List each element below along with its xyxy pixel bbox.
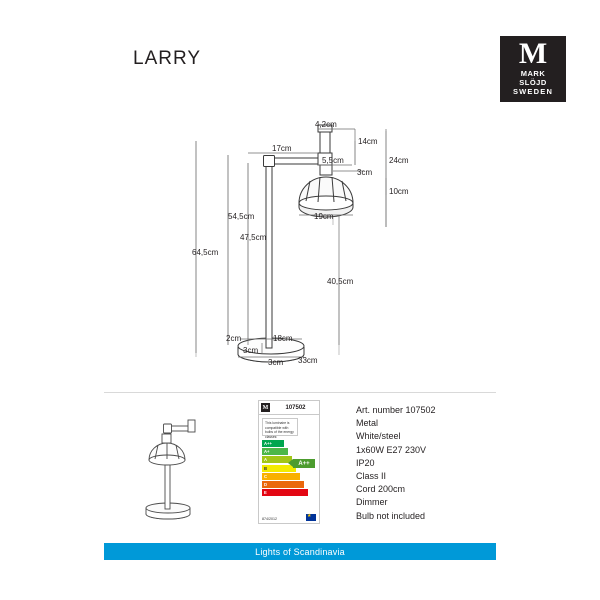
dim-17cm: 17cm	[272, 144, 292, 153]
dim-3cm-b: 3cm	[243, 346, 259, 355]
energy-label-brand-initial: M	[262, 404, 269, 411]
brand-line-3: SWEDEN	[512, 87, 554, 96]
dim-33cm: 33cm	[298, 356, 318, 365]
brand-line-2: SLÖJD	[519, 78, 547, 87]
spec-ip-rating: IP20	[356, 457, 375, 468]
dim-40-5cm: 40,5cm	[327, 277, 354, 286]
dim-47-5cm: 47,5cm	[240, 233, 267, 242]
energy-class-b: B	[262, 465, 296, 472]
spec-dimmer: Dimmer	[356, 497, 388, 508]
energy-class-row	[262, 440, 316, 447]
dim-3cm: 3cm	[357, 168, 373, 177]
energy-class-row	[262, 481, 316, 488]
eu-flag-icon	[306, 514, 316, 521]
footer-tagline: Lights of Scandinavia	[255, 546, 345, 557]
dim-10cm: 10cm	[389, 187, 409, 196]
energy-class-a-plus: A+	[262, 448, 288, 455]
spec-color: White/steel	[356, 431, 401, 442]
dim-4-2cm: 4,2cm	[315, 120, 337, 129]
energy-class-c: C	[262, 473, 300, 480]
energy-class-a: A	[262, 456, 292, 463]
energy-label-header	[259, 401, 319, 415]
section-divider	[104, 392, 496, 393]
dim-19cm: 19cm	[314, 212, 334, 221]
page-title: LARRY	[133, 48, 202, 69]
energy-label	[258, 400, 320, 524]
energy-class-e: E	[262, 489, 308, 496]
energy-label-note: This luminaire is compatible with bulbs of the energy classes:	[262, 418, 298, 436]
brand-initial: M	[518, 37, 548, 70]
dim-5-5cm: 5,5cm	[322, 156, 344, 165]
brand-logo	[500, 36, 566, 102]
spec-cord: Cord 200cm	[356, 484, 406, 495]
energy-label-brand-icon	[259, 402, 272, 414]
spec-material: Metal	[356, 418, 379, 429]
dim-18cm: 18cm	[273, 334, 293, 343]
energy-class-a-plus-plus: A++	[262, 440, 284, 447]
footer-banner	[104, 543, 496, 560]
energy-class-d: D	[262, 481, 304, 488]
energy-class-row	[262, 489, 316, 496]
dim-24cm: 24cm	[389, 156, 409, 165]
dim-14cm: 14cm	[358, 137, 378, 146]
energy-label-footer	[262, 514, 316, 521]
energy-class-selected: A++	[293, 459, 315, 468]
technical-drawing	[0, 95, 600, 385]
spec-class: Class II	[356, 471, 387, 482]
spec-bulb-included: Bulb not included	[356, 510, 426, 521]
energy-class-row	[262, 448, 316, 455]
dim-2cm: 2cm	[226, 334, 242, 343]
spec-art-number: Art. number 107502	[356, 405, 436, 415]
product-thumbnail	[118, 398, 218, 523]
energy-class-scale	[262, 440, 316, 497]
dim-3cm-c: 3cm	[268, 358, 284, 367]
product-specs	[356, 404, 436, 523]
dim-64-5cm: 64,5cm	[192, 248, 219, 257]
brand-line-1: MARK	[520, 69, 546, 78]
spec-bulb: 1x60W E27 230V	[356, 444, 427, 455]
energy-label-art-number: 107502	[285, 404, 306, 411]
energy-label-body	[259, 415, 319, 523]
dim-54-5cm: 54,5cm	[228, 212, 255, 221]
energy-label-regulation-code: 874/2012	[262, 517, 277, 521]
energy-class-row	[262, 473, 316, 480]
